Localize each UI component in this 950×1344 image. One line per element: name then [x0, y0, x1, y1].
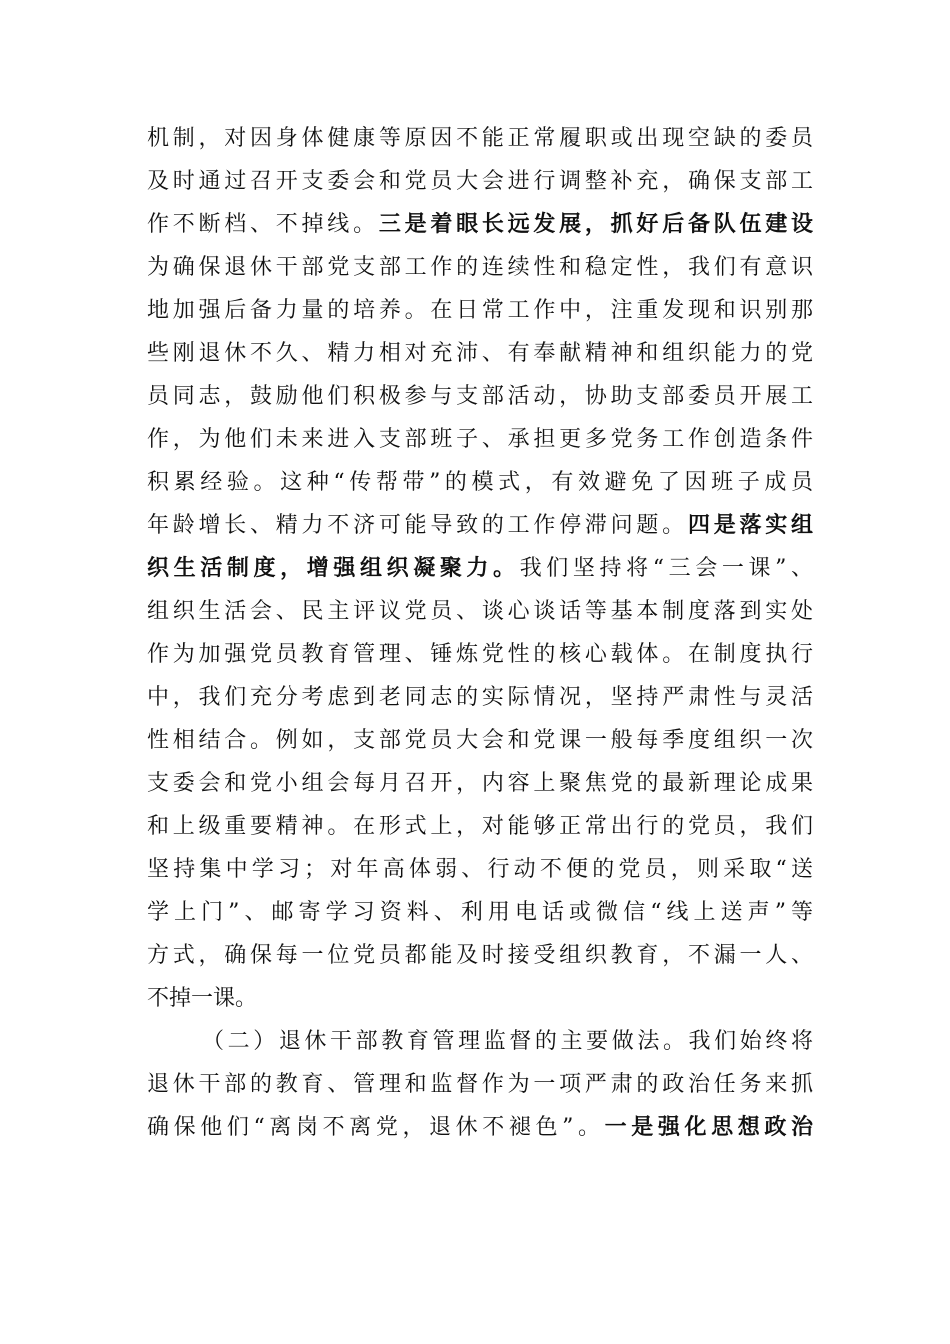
- text-line: 作，为他们未来进入支部班子、承担更多党务工作创造条件: [147, 427, 813, 452]
- text-line: （二）退休干部教育管理监督的主要做法。我们始终将: [202, 1029, 813, 1054]
- text-line: 退休干部的教育、管理和监督作为一项严肃的政治任务来抓: [147, 1072, 813, 1097]
- bold-heading: 一是强化思想政治: [604, 1115, 813, 1140]
- bold-heading: 三是着眼长远发展，抓好后备队伍建设: [378, 212, 813, 237]
- text-line: 员同志，鼓励他们积极参与支部活动，协助支部委员开展工: [147, 384, 813, 409]
- text-line: 为确保退休干部党支部工作的连续性和稳定性，我们有意识: [147, 255, 813, 280]
- text-line: 和上级重要精神。在形式上，对能够正常出行的党员，我们: [147, 814, 813, 839]
- text-line: 些刚退休不久、精力相对充沛、有奉献精神和组织能力的党: [147, 341, 813, 366]
- text-line: 积累经验。这种“传帮带”的模式，有效避免了因班子成员: [147, 470, 813, 495]
- text-line: 坚持集中学习；对年高体弱、行动不便的党员，则采取“送: [147, 857, 813, 882]
- text-line: 确保他们“离岗不离党，退休不褪色”。一是强化思想政治: [147, 1115, 813, 1140]
- text-line: 作不断档、不掉线。三是着眼长远发展，抓好后备队伍建设: [147, 212, 813, 237]
- text-line: 机制，对因身体健康等原因不能正常履职或出现空缺的委员: [147, 126, 813, 151]
- text-line: 中，我们充分考虑到老同志的实际情况，坚持严肃性与灵活: [147, 685, 813, 710]
- bold-heading: 四是落实组: [687, 513, 813, 538]
- text-line: 性相结合。例如，支部党员大会和党课一般每季度组织一次: [147, 728, 813, 753]
- text-line: 及时通过召开支委会和党员大会进行调整补充，确保支部工: [147, 169, 813, 194]
- bold-heading: 织生活制度，增强组织凝聚力。: [147, 556, 520, 581]
- text-line: 方式，确保每一位党员都能及时接受组织教育，不漏一人、: [147, 943, 813, 968]
- text-line: 年龄增长、精力不济可能导致的工作停滞问题。四是落实组: [147, 513, 813, 538]
- text-line: 作为加强党员教育管理、锤炼党性的核心载体。在制度执行: [147, 642, 813, 667]
- text-line: 不掉一课。: [147, 986, 258, 1011]
- text-line: 组织生活会、民主评议党员、谈心谈话等基本制度落到实处: [147, 599, 813, 624]
- text-line: 地加强后备力量的培养。在日常工作中，注重发现和识别那: [147, 298, 813, 323]
- text-line: 学上门”、邮寄学习资料、利用电话或微信“线上送声”等: [147, 900, 813, 925]
- text-line: 织生活制度，增强组织凝聚力。我们坚持将“三会一课”、: [147, 556, 813, 581]
- text-line: 支委会和党小组会每月召开，内容上聚焦党的最新理论成果: [147, 771, 813, 796]
